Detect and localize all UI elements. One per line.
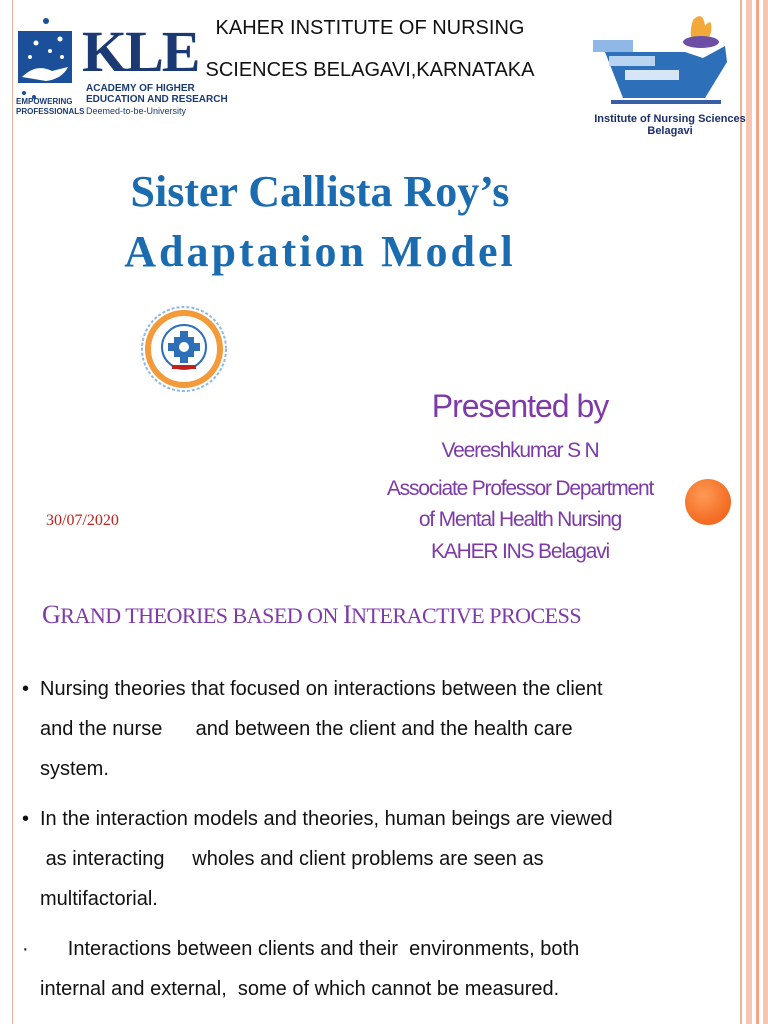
section-heading-cap-i: I	[342, 600, 352, 629]
presentation-date: 30/07/2020	[46, 512, 119, 529]
association-seal	[140, 305, 228, 393]
lamp-emblem-icon	[575, 12, 765, 112]
bullet-item-3	[22, 929, 732, 1009]
kle-academy-line: ACADEMY OF HIGHER	[86, 83, 195, 94]
presenter-role-line1: Associate Professor Department	[386, 477, 654, 500]
slide-title-line2: Adaptation Model	[124, 227, 516, 276]
kle-empowering: EMPOWERING	[16, 97, 73, 106]
section-heading-part1: RAND THEORIES BASED ON	[60, 603, 343, 628]
ins-logo	[575, 12, 765, 142]
hand-stars-icon	[16, 13, 82, 103]
seal-emblem-icon	[140, 305, 228, 393]
bullet-marker: ·	[22, 938, 29, 960]
kle-deemed-line: Deemed-to-be-University	[86, 106, 187, 116]
right-decorative-stripes	[738, 0, 768, 1024]
presenter-name: Veereshkumar S N	[441, 439, 599, 462]
bullet-item-1	[22, 669, 732, 789]
bullet-marker: •	[22, 808, 30, 830]
section-heading	[42, 600, 581, 630]
section-heading-part2: NTERACTIVE PROCESS	[351, 603, 582, 628]
orange-circle-decoration	[685, 479, 731, 525]
kle-wordmark: KLE	[82, 19, 199, 84]
bullet-item-2	[22, 799, 732, 919]
presenter-organization: KAHER INS Belagavi	[431, 540, 609, 563]
institute-name-line1: KAHER INSTITUTE OF NURSING	[215, 17, 525, 39]
bullet-text: Nursing theories that focused on interactions between the client and the nurse and between the client and the health care system.	[40, 678, 603, 780]
kle-professionals: PROFESSIONALS	[16, 107, 85, 116]
ins-caption-name: Institute of Nursing Sciences	[594, 113, 746, 125]
section-heading-cap-g: G	[42, 600, 61, 629]
institute-name-line2: SCIENCES BELAGAVI,KARNATAKA	[205, 59, 535, 81]
bullet-marker: •	[22, 678, 30, 700]
presented-by-heading: Presented by	[431, 388, 609, 424]
ins-caption-city: Belagavi	[647, 125, 693, 137]
bullet-text: In the interaction models and theories, human beings are viewed as interacting wholes and client problems are seen as multifactorial.	[40, 808, 613, 910]
presenter-role-line2: of Mental Health Nursing	[418, 508, 622, 531]
bullet-text: Interactions between clients and their environments, both internal and external, some of which cannot be measured.	[40, 938, 580, 1000]
kle-logo	[14, 5, 228, 125]
kle-education-line: EDUCATION AND RESEARCH	[86, 94, 228, 105]
left-accent-rule	[12, 0, 13, 1024]
slide-title-line1: Sister Callista Roy’s	[130, 167, 510, 216]
